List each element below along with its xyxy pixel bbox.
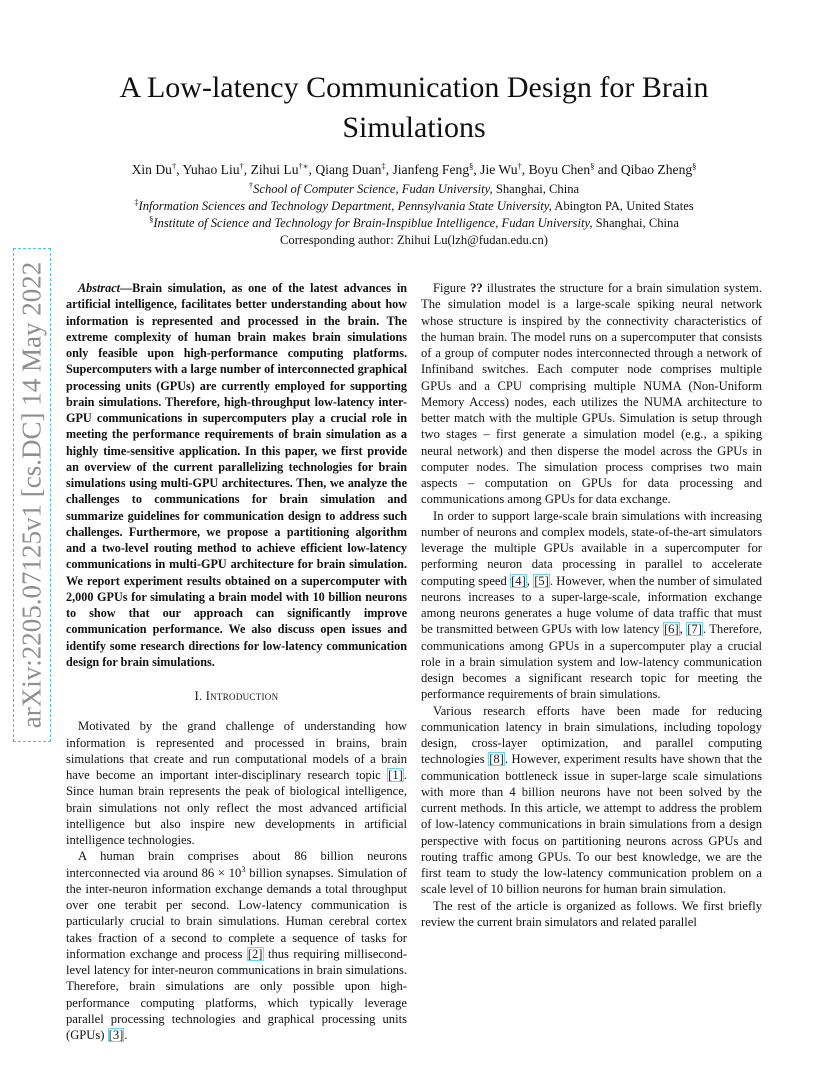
text-run: . Therefore, communications among GPUs in a supercomputer play a crucial role in a brain simulation system and low-latency communication design becomes a significant research topic for meeting the performance requirements of brain simulations.: [421, 622, 763, 702]
text-run: illustrates the structure for a brain simulation system. The simulation model is a large-scale spiking neural network whose structure is inspired by the connectivity characteristics of the human brain. The model runs on a supercomputer that consists of a group of computer nodes interconnected through a network of Infiniband switches. Each computer node comprises multiple GPUs and a CPU comprising multiple NUMA (Non-Uniform Memory Access) nodes, each utilizes the NUMA architecture to better match with the multiple GPUs. Simulation is setup through two stages – first generate a simulation model (e.g., a spiking neural network) and then disperse the model across the GPUs in computer nodes. The simulation process comprises two main aspects – computation on GPUs for data processing and communications among GPUs for data exchange.: [421, 281, 763, 507]
author-mark: †: [171, 161, 177, 171]
author-mark: §: [590, 161, 595, 171]
author-mark: ‡: [381, 161, 386, 171]
author-mark: †∗: [298, 161, 309, 171]
abstract-text: —Brain simulation, as one of the latest advances in artificial intelligence, facilitates better understanding about how information is represented and processed in the brain. The extreme complexity of human brain makes brain simulations only feasible upon high-performance computing platforms. Supercomputers with a large number of interconnected graphical processing units (GPUs) are currently employed for supporting brain simulations. Therefore, high-throughput low-latency inter-GPU communications in supercomputers play a crucial role in meeting the performance requirements of brain simulation as a highly time-sensitive application. In this paper, we first provide an overview of the current parallelizing technologies for brain simulations using multi-GPU architectures. Then, we analyze the challenges to communications for brain simulation and summarize guidelines for communication design to address such challenges. Furthermore, we propose a partitioning algorithm and a two-level routing method to achieve efficient low-latency communications in multi-GPU architecture for brain simulation. We report experiment results obtained on a supercomputer with 2,000 GPUs for simulating a brain model with 10 billion neurons to show that our approach can significantly improve communication performance. We also discuss open issues and identify some research directions for low-latency communication design for brain simulations.: [66, 281, 407, 669]
paper-title: A Low-latency Communication Design for Brain Simulations: [119, 71, 709, 144]
exponent: 3: [241, 863, 246, 874]
text-run: ,: [679, 622, 687, 637]
intro-paragraph-2: [66, 848, 407, 1043]
text-run: .: [124, 1028, 128, 1042]
affiliation-location: Abington PA, United States: [551, 199, 694, 213]
citation-link[interactable]: [3]: [108, 1028, 124, 1042]
author-mark: §: [692, 161, 697, 171]
citation-link[interactable]: [1]: [388, 768, 403, 782]
arxiv-identifier: arXiv:2205.07125v1 [cs.DC] 14 May 2022: [16, 261, 47, 729]
left-column: [66, 280, 407, 1043]
affiliation-penn-state: [40, 198, 788, 215]
text-run: . However, experiment results have shown that the communication bottleneck issue in super-large scale simulations with more than 4 billion neurons have not been solved by the current methods. In this article, we attempt to address the problem of low-latency communications in brain simulations from a design perspective with focus on partitioning neurons across GPUs and routing traffic among GPUs. To our best knowledge, we are the first team to study the low-latency communication problem on a scale level of 10 billion neurons for human brain simulation.: [421, 752, 762, 897]
text-run: . Since human brain represents the peak of biological intelligence, brain simulations not only reflect the most advanced artificial intelligence but also inspire new developments in artificial intelligence technologies.: [66, 768, 407, 847]
text-run: Figure: [433, 281, 471, 295]
author-list: Xin Du†, Yuhao Liu†, Zihui Lu†∗, Qiang Duan‡, Jianfeng Feng§, Jie Wu†, Boyu Chen§ and Qibao Zheng§: [131, 161, 697, 177]
intro-paragraph-4: [421, 508, 762, 703]
citation-link[interactable]: [5]: [534, 573, 549, 588]
affiliation-mark: †: [248, 180, 254, 190]
text-run: billion synapses. Simulation of the inter-neuron information exchange demands a total throughput over one terabit per second. Low-latency communication is particularly crucial to brain simulations. Human cerebral cortex takes fraction of a second to complete a sequence of tasks for information exchange and process: [66, 865, 407, 961]
abstract: [66, 280, 407, 670]
citation-link[interactable]: [4]: [511, 573, 526, 588]
citation-link[interactable]: [6]: [663, 622, 679, 637]
figure-ref[interactable]: ??: [470, 281, 483, 295]
affiliation-institution: School of Computer Science, Fudan University,: [253, 182, 493, 196]
text-run: thus requiring millisecond-level latency for inter-neuron communications in brain simulations. Therefore, brain simulations are only possible upon high-performance computing platforms, which typically leverage parallel processing technologies and graphical processing units (GPUs): [66, 946, 407, 1042]
section-heading: [66, 688, 407, 704]
intro-paragraph-5: [421, 703, 762, 898]
affiliation-fudan-brain: [40, 215, 788, 232]
text-run: A human brain comprises about 86 billion neurons interconnected via around 86 × 10: [66, 849, 407, 880]
author-name: Zihui Lu: [250, 162, 299, 177]
citation-link[interactable]: [2]: [247, 946, 263, 961]
text-run: ,: [526, 573, 534, 588]
right-column: [421, 280, 762, 930]
intro-paragraph-3: [421, 280, 762, 508]
affiliation-institution: Information Sciences and Technology Department, Pennsylvania State University,: [138, 199, 552, 213]
affiliation-location: Shanghai, China: [592, 216, 679, 230]
section-title: Introduction: [205, 689, 279, 703]
abstract-label: Abstract: [78, 281, 120, 295]
affiliation-location: Shanghai, China: [492, 182, 580, 196]
text-run: In order to support large-scale brain simulations with increasing number of neurons and complex models, state-of-the-art simulators leverage the multiple GPUs available in a supercomputer for performing neuron data processing in parallel to accelerate computing speed: [421, 508, 762, 588]
affiliation-mark: ‡: [134, 197, 139, 207]
citation-link[interactable]: [8]: [489, 752, 504, 767]
intro-paragraph-1: [66, 718, 407, 848]
text-run: . However, when the number of simulated neurons increases to a super-large-scale, information exchange among neurons generates a huge volume of data traffic that must be transmitted between GPUs with low latency: [421, 573, 763, 637]
intro-paragraph-6: The rest of the article is organized as follows. We first briefly review the current brain simulators and related parallel: [421, 898, 762, 929]
author-name: Jianfeng Feng: [392, 162, 470, 177]
section-number: I.: [194, 689, 203, 703]
affiliation-fudan-cs: [40, 181, 788, 198]
affiliation-mark: §: [149, 214, 154, 224]
author-mark: †: [239, 161, 244, 171]
author-mark: §: [469, 161, 474, 171]
author-mark: †: [517, 161, 522, 171]
author-name: Qiang Duan: [315, 162, 382, 177]
text-run: Motivated by the grand challenge of understanding how information is represented and processed in brains, brain simulations that create and run computational models of a brain have become an important inter-disciplinary research topic: [66, 719, 407, 782]
corresponding-author: Corresponding author: Zhihui Lu(lzh@fudan.edu.cn): [280, 233, 548, 247]
author-name: Xin Du: [131, 162, 172, 177]
citation-link[interactable]: [7]: [687, 622, 702, 637]
author-name: Boyu Chen: [528, 162, 591, 177]
author-name: Yuhao Liu: [182, 162, 240, 177]
text-run: Various research efforts have been made for reducing communication latency in brain simulations, including topology design, cross-layer optimization, and parallel computing technologies: [421, 703, 762, 767]
affiliation-institution: Institute of Science and Technology for Brain-Inspiblue Intelligence, Fudan University,: [153, 216, 593, 230]
author-name: Qibao Zheng: [620, 162, 693, 177]
author-name: Jie Wu: [480, 162, 518, 177]
